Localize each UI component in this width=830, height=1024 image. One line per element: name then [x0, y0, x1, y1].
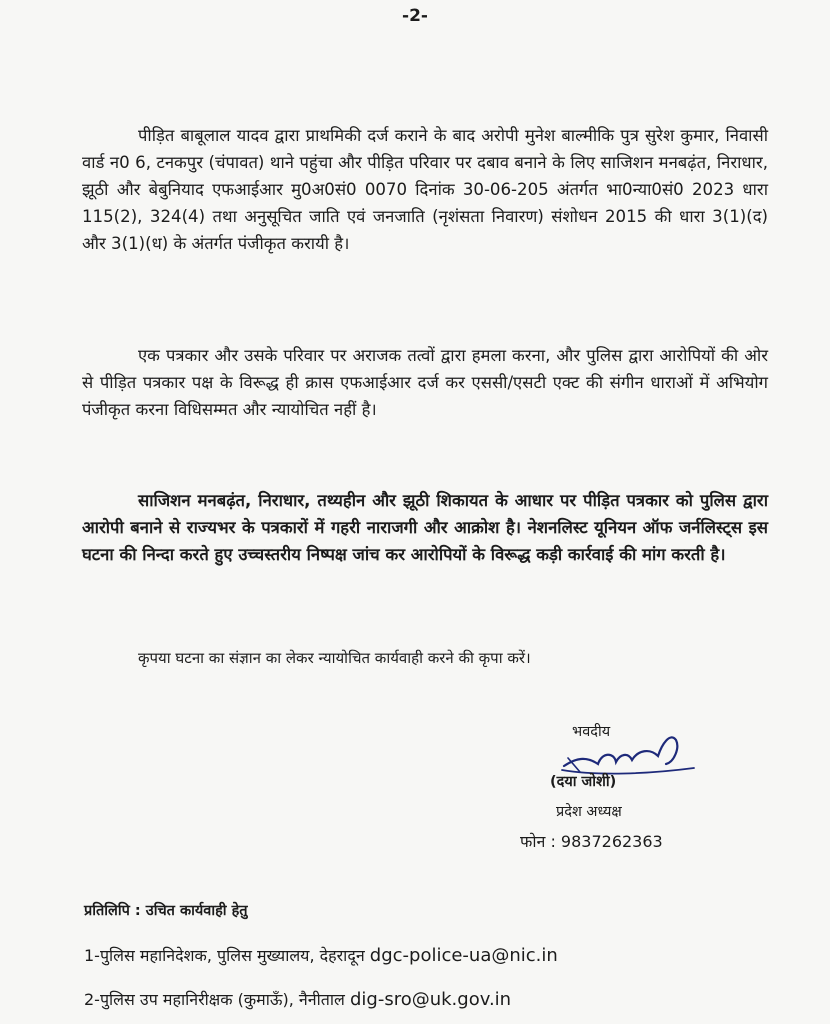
copy-recipient-1-email[interactable]: dgc-police-ua@nic.in [369, 945, 558, 966]
copy-recipient-2-text: 2-पुलिस उप महानिरीक्षक (कुमाऊँ), नैनीताल [84, 990, 350, 1009]
page-number: -2- [402, 6, 428, 26]
paragraph-attack-statement: एक पत्रकार और उसके परिवार पर अराजक तत्वों द्वारा हमला करना, और पुलिस द्वारा आरोपियों की ओर से पीड़ित पत्रकार पक्ष के विरूद्ध ही क्रास एफआईआर दर्ज कर एससी/एसटी एक्ट की संगीन धाराओं में अभियोग पंजीकृत करना विधिसम्मत और न्यायोचित नहीं है। [82, 346, 768, 419]
signatory-phone: फोन : 9837262363 [520, 832, 663, 851]
signatory-name: (दया जोशी) [550, 774, 617, 790]
copy-heading: प्रतिलिपि : उचित कार्यवाही हेतु [84, 903, 248, 919]
paragraph-complaint-details: पीड़ित बाबूलाल यादव द्वारा प्राथमिकी दर्ज कराने के बाद अरोपी मुनेश बाल्मीकि पुत्र सुरेश कुमार, निवासी वार्ड न0 6, टनकपुर (चंपावत) थाने पहुंचा और पीड़ित परिवार पर दबाव बनाने के लिए साजिशन मनबढ़ंत, निराधार, झूठी और बेबुनियाद एफआईआर मु0अ0सं0 0070 दिनांक 30-06-205 अंतर्गत भा0न्या0सं0 2023 धारा 115(2), 324(4) तथा अनुसूचित जाति एवं जनजाति (नृशंसता निवारण) संशोधन 2015 की धारा 3(1)(द) और 3(1)(ध) के अंतर्गत पंजीकृत करायी है। [82, 126, 768, 253]
request-line: कृपया घटना का संज्ञान का लेकर न्यायोचित कार्यवाही करने की कृपा करें। [138, 649, 531, 667]
signatory-title: प्रदेश अध्यक्ष [556, 804, 622, 820]
closing-salutation: भवदीय [572, 724, 611, 740]
paragraph-union-demand: साजिशन मनबढ़ंत, निराधार, तथ्यहीन और झूठी शिकायत के आधार पर पीड़ित पत्रकार को पुलिस द्वारा आरोपी बनाने से राज्यभर के पत्रकारों में गहरी नाराजगी और आक्रोश है। नेशनलिस्ट यूनियन ऑफ जर्नलिस्ट्स इस घटना की निन्दा करते हुए उच्चस्तरीय निष्पक्ष जांच कर आरोपियों के विरूद्ध कड़ी कार्रवाई की मांग करती है। [82, 491, 768, 564]
signature-block [520, 714, 750, 864]
copy-recipient-2-email[interactable]: dig-sro@uk.gov.in [349, 989, 512, 1010]
copy-recipient-2 [84, 989, 511, 1011]
copy-recipient-1 [84, 945, 558, 967]
copy-recipient-1-text: 1-पुलिस महानिदेशक, पुलिस मुख्यालय, देहरादून [84, 946, 370, 965]
